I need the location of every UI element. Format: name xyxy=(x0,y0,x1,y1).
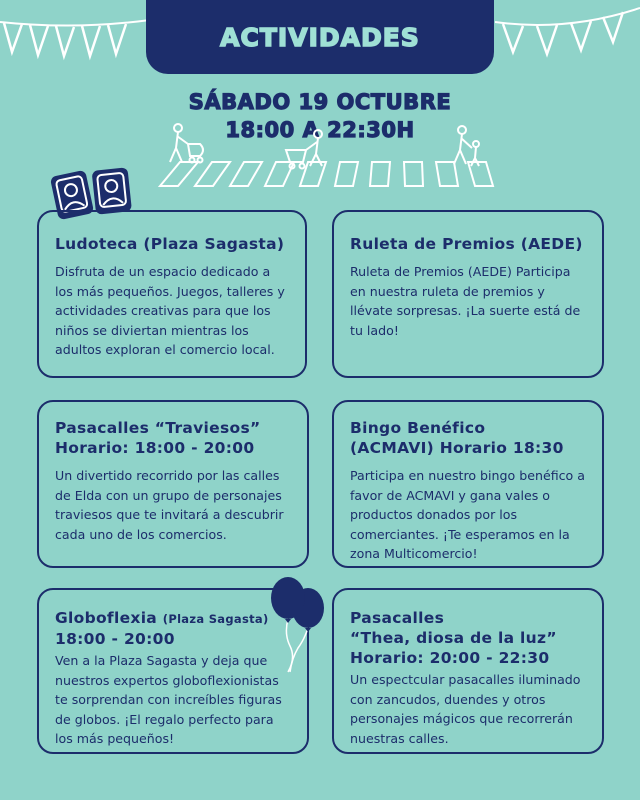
crosswalk-pedestrians-icon xyxy=(150,120,495,195)
card-location: (Plaza Sagasta) xyxy=(162,612,269,626)
bunting-flags-left xyxy=(0,0,150,70)
card-title xyxy=(55,418,293,458)
activity-card-pasacalles-thea xyxy=(332,588,604,754)
card-description: Participa en nuestro bingo benéfico a favor de ACMAVI y gana vales o productos donados por los comerciantes. ¡Te esperamos en la zona Multicomercio! xyxy=(350,468,585,562)
page-title: ACTIVIDADES xyxy=(220,22,420,52)
card-title-line: Globoflexia xyxy=(55,609,158,627)
event-time: 18:00 A 22:30H xyxy=(225,118,415,142)
card-schedule: Horario: 18:00 - 20:00 xyxy=(55,439,255,457)
card-title xyxy=(350,418,588,458)
card-description: Ven a la Plaza Sagasta y deja que nuestros expertos globoflexionistas te sorprendan con increíbles figuras de globos. ¡El regalo perfecto para los más pequeños! xyxy=(55,653,282,747)
balloons-icon xyxy=(268,574,330,674)
card-schedule: 18:00 - 20:00 xyxy=(55,630,175,648)
card-schedule: (ACMAVI) Horario 18:30 xyxy=(350,439,564,457)
card-description: Ruleta de Premios (AEDE) Participa en nuestra ruleta de premios y llévate sorpresas. ¡La suerte está de tu lado! xyxy=(350,264,581,338)
event-date: SÁBADO 19 OCTUBRE xyxy=(188,90,452,114)
activity-card-bingo xyxy=(332,400,604,568)
activity-card-ruleta xyxy=(332,210,604,378)
activity-card-pasacalles-traviesos xyxy=(37,400,309,568)
card-title-line: Pasacalles “Traviesos” xyxy=(55,419,261,437)
card-schedule: Horario: 20:00 - 22:30 xyxy=(350,649,550,667)
card-title xyxy=(350,608,588,668)
bunting-flags-right xyxy=(495,0,640,70)
card-subtitle: “Thea, diosa de la luz” xyxy=(350,629,557,647)
card-description: Un espectcular pasacalles iluminado con zancudos, duendes y otros personajes mágicos que recorrerán nuestras calles. xyxy=(350,672,581,746)
card-title-line: Bingo Benéfico xyxy=(350,419,486,437)
activity-card-ludoteca xyxy=(37,210,307,378)
card-title: Ludoteca (Plaza Sagasta) xyxy=(55,235,285,253)
card-title xyxy=(55,608,293,649)
title-banner xyxy=(146,0,494,74)
card-description: Un divertido recorrido por las calles de Elda con un grupo de personajes traviesos que te invitará a descubrir cada uno de los comercios. xyxy=(55,468,284,542)
card-title-line: Pasacalles xyxy=(350,609,445,627)
card-title: Ruleta de Premios (AEDE) xyxy=(350,235,583,253)
card-description: Disfruta de un espacio dedicado a los más pequeños. Juegos, talleres y actividades creativas para que los niños se diviertan mientras los adultos exploran el comercio local. xyxy=(55,264,285,358)
